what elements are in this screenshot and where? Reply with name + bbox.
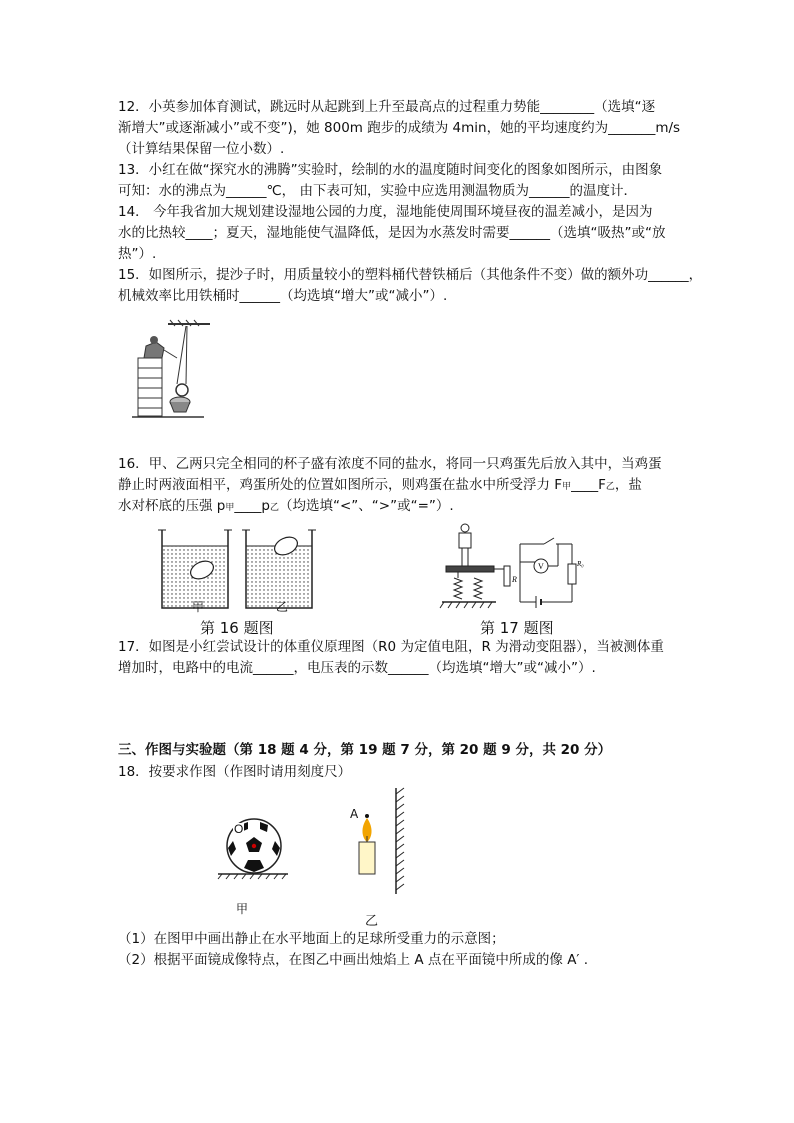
q18-sub2: （2）根据平面镜成像特点，在图乙中画出烛焰上 A 点在平面镜中所成的像 A′ .	[118, 952, 589, 968]
voltmeter-label: V	[538, 562, 544, 571]
q14-line3: 热”）.	[118, 246, 157, 262]
fig18-soccer-ball	[216, 818, 290, 880]
beaker-jia	[158, 530, 232, 608]
fig18-label-jia: 甲	[236, 902, 249, 916]
resistor-r-label: R	[512, 575, 517, 584]
q17-line1: 17．如图是小红尝试设计的体重仪原理图（R0 为定值电阻，R 为滑动变阻器），当被测体重	[118, 639, 664, 655]
fig17-circuit	[440, 522, 584, 612]
q13-line1: 13．小红在做“探究水的沸腾”实验时，绘制的水的温度随时间变化的图象如图所示，由图象	[118, 162, 663, 178]
q18-sub1: （1）在图甲中画出静止在水平地面上的足球所受重力的示意图；	[118, 931, 505, 947]
fig15-pulley-figure	[130, 318, 210, 423]
section3-title: 三、作图与实验题（第 18 题 4 分，第 19 题 7 分，第 20 题 9 分，共 20 分）	[118, 742, 612, 758]
ball-center-point	[252, 844, 256, 848]
q15-line1: 15．如图所示，提沙子时，用质量较小的塑料桶代替铁桶后（其他条件不变）做的额外功______，	[118, 267, 703, 283]
fig16-label-jia: 甲	[192, 600, 205, 614]
q15-line2: 机械效率比用铁桶时______（均选填“增大”或“减小”）.	[118, 288, 448, 304]
q14-line2: 水的比热较____；夏天，湿地能使气温降低，是因为水蒸发时需要______（选填“吸热”或“放	[118, 225, 666, 241]
fig16-caption: 第 16 题图	[200, 619, 274, 637]
q16-line1: 16．甲、乙两只完全相同的杯子盛有浓度不同的盐水，将同一只鸡蛋先后放入其中，当鸡蛋	[118, 456, 662, 472]
q18-line1: 18．按要求作图（作图时请用刻度尺）	[118, 764, 352, 780]
q16-line3: 水对杯底的压强 p甲____p乙（均选填“<”、“>”或“=”）.	[118, 498, 454, 514]
fig16-beakers	[158, 524, 318, 616]
beaker-yi	[242, 530, 316, 608]
fig16-label-yi: 乙	[276, 600, 289, 614]
point-a-label: A	[350, 807, 359, 821]
fig18-candle-mirror	[340, 786, 410, 898]
resistor-r0-label: R₀	[577, 560, 584, 568]
q13-line2: 可知：水的沸点为______℃， 由下表可知，实验中应选用测温物质为______的温度计．	[118, 183, 637, 199]
q12-line2: 渐增大”或逐渐减小”或不变”)，她 800m 跑步的成绩为 4min，她的平均速度约为_______m/s	[118, 120, 681, 136]
fig17-caption: 第 17 题图	[480, 619, 554, 637]
person-icon	[459, 524, 471, 566]
q12-line1: 12．小英参加体育测试，跳远时从起跳到上升至最高点的过程重力势能________（选填“逐	[118, 99, 656, 115]
q16-line2: 静止时两液面相平，鸡蛋所处的位置如图所示，则鸡蛋在盐水中所受浮力 F甲____F乙，盐	[118, 477, 642, 493]
point-a-dot	[365, 814, 369, 818]
q14-line1: 14． 今年我省加大规划建设湿地公园的力度，湿地能使周围环境昼夜的温差减小，是因为	[118, 204, 653, 220]
candle-body	[359, 842, 375, 874]
q17-line2: 增加时，电路中的电流______，电压表的示数______（均选填“增大”或“减小”）.	[118, 660, 596, 676]
fig18-label-yi: 乙	[365, 914, 379, 929]
q12-line3: （计算结果保留一位小数）.	[118, 141, 285, 157]
ball-label-o: O	[234, 822, 244, 836]
